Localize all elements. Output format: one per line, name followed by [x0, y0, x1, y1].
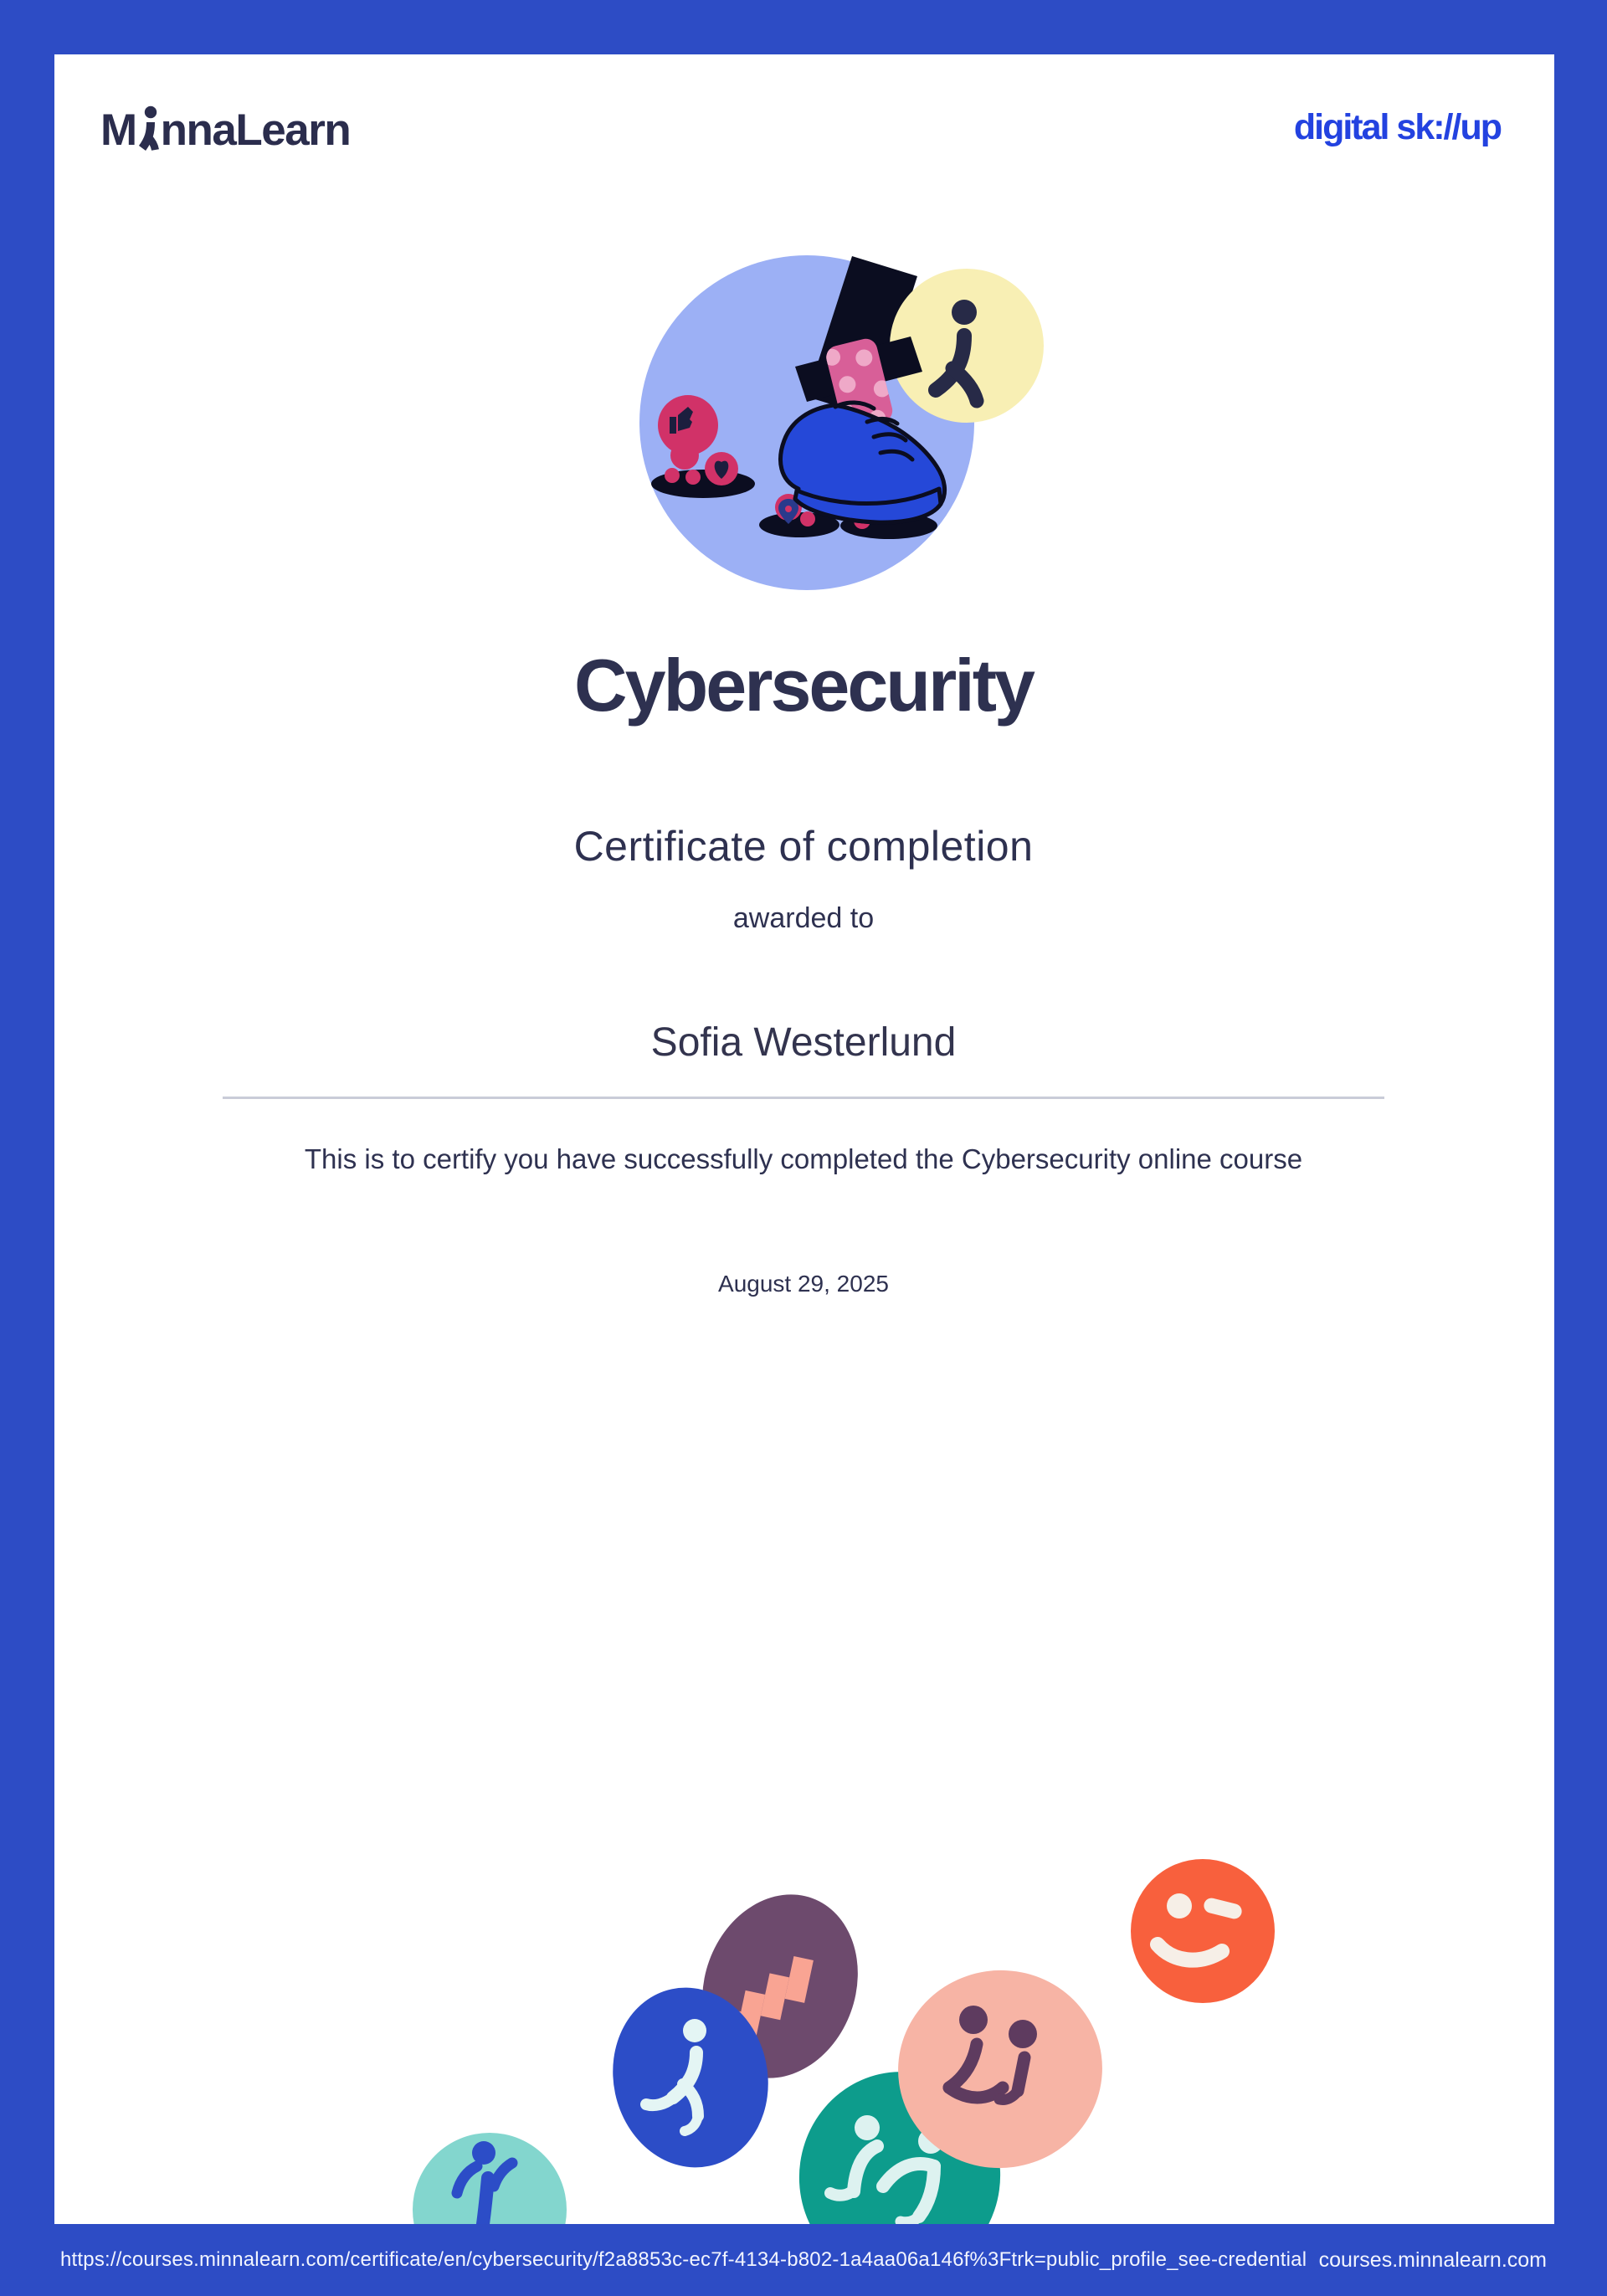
smiley-badge — [1131, 1859, 1275, 2003]
footer-illustration-cluster — [402, 1858, 1306, 2224]
site-domain: courses.minnalearn.com — [1318, 2248, 1547, 2272]
name-divider-line — [223, 1097, 1384, 1099]
hero-illustration — [586, 234, 1071, 619]
completion-date: August 29, 2025 — [718, 1271, 889, 1297]
awarded-to-label: awarded to — [732, 902, 875, 934]
digital-skillup-logo: digital sk://up — [1293, 107, 1501, 147]
certificate-subtitle: Certificate of completion — [573, 823, 1034, 870]
certificate-url: https://courses.minnalearn.com/certificate/en/cybersecurity/f2a8853c-ec7f-4134-b802-1a4aa06a146f%3Ftrk=public_profile_see-credential — [60, 2248, 1307, 2271]
recipient-name: Sofia Westerlund — [650, 1020, 957, 1065]
footer-bar — [0, 2224, 1607, 2296]
minnalearn-logo — [100, 105, 351, 155]
brand-text-nnalearn: nnaLearn — [160, 105, 351, 155]
cheering-person-badge — [413, 2133, 567, 2224]
certification-statement: This is to certify you have successfully completed the Cybersecurity online course — [304, 1143, 1303, 1174]
brand-text-m: M — [100, 105, 136, 155]
course-title: Cybersecurity — [574, 644, 1033, 727]
minnalearn-person-i-icon — [138, 105, 160, 152]
